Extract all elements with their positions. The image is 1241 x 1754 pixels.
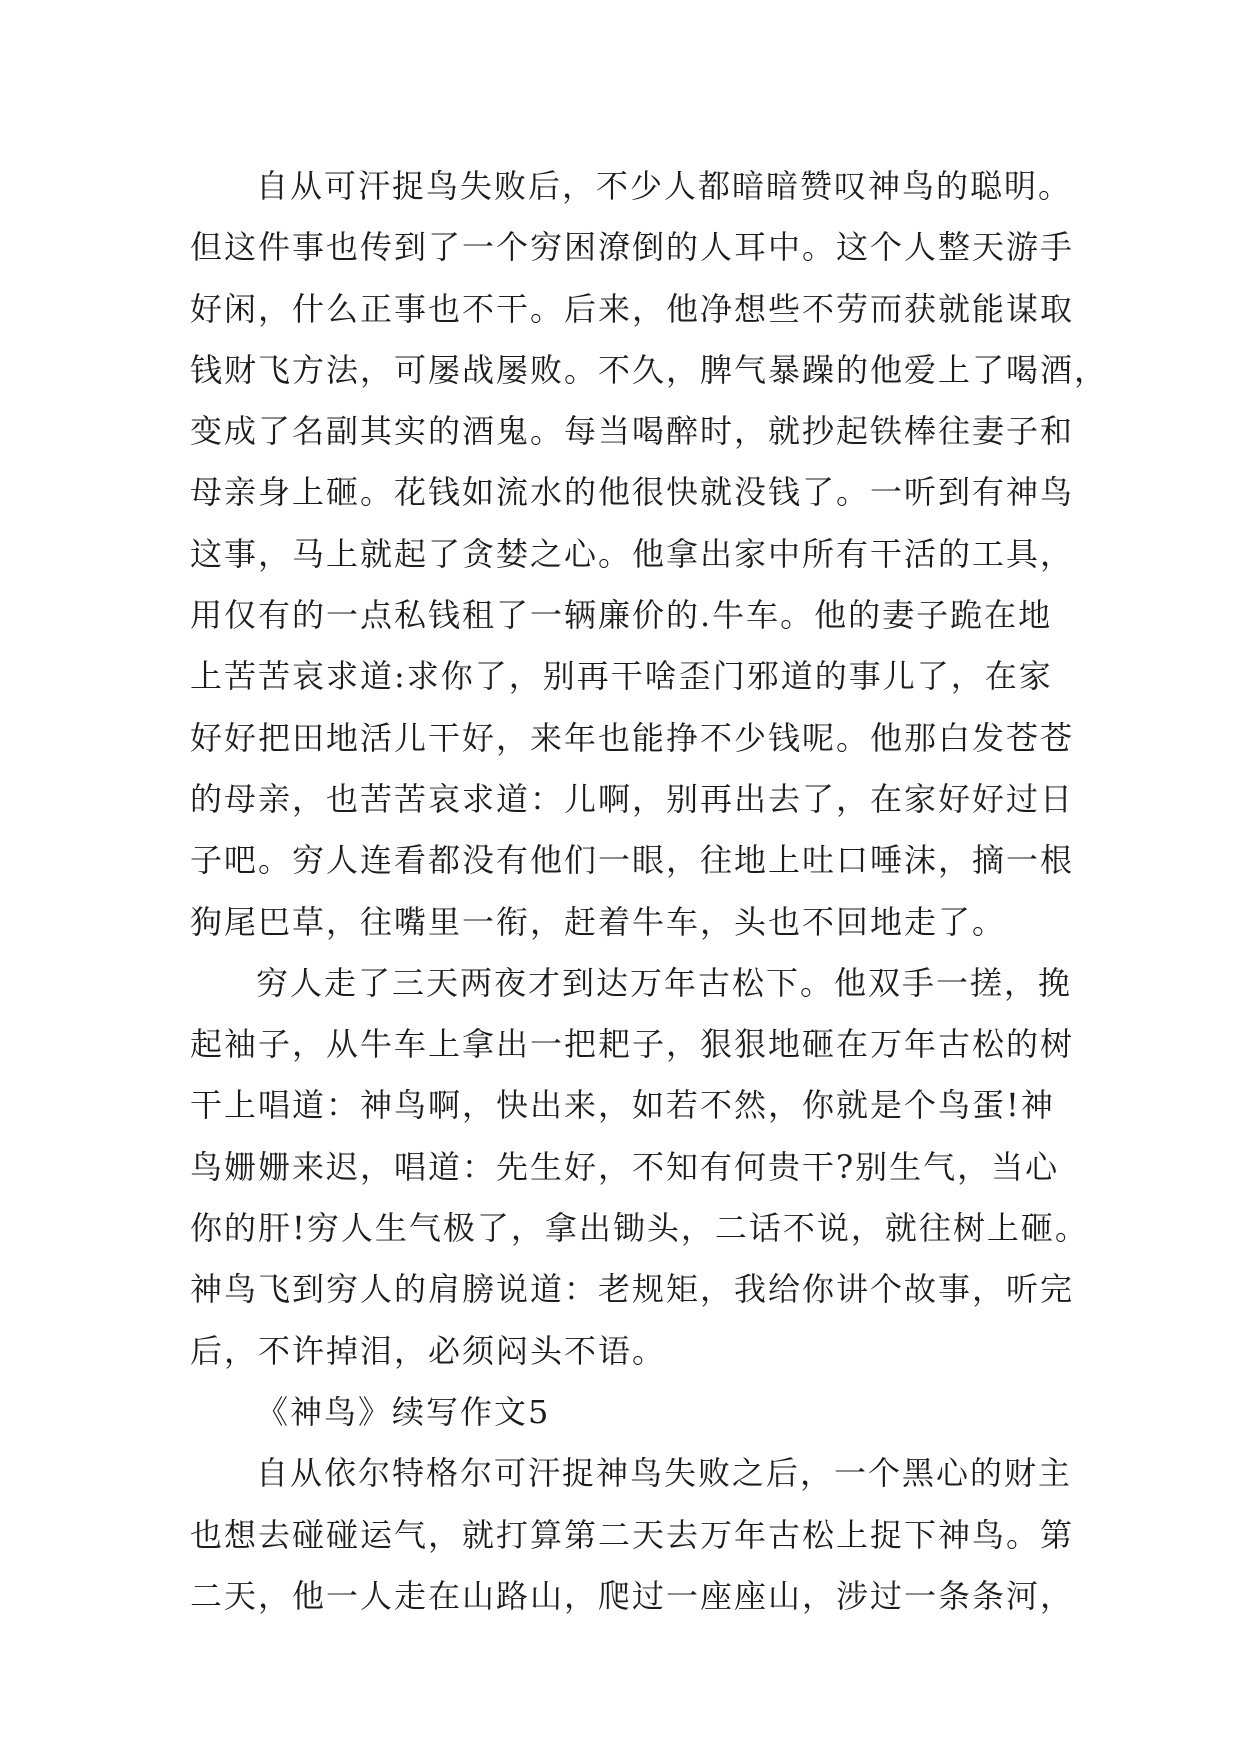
- paragraph-2-line-3: 干上唱道：神鸟啊，快出来，如若不然，你就是个鸟蛋!神: [190, 1086, 1055, 1125]
- paragraph-3-line-1: 自从依尔特格尔可汗捉神鸟失败之后，一个黑心的财主: [256, 1454, 1073, 1493]
- section-heading: 《神鸟》续写作文5: [256, 1392, 551, 1431]
- body-text: [190, 156, 1109, 1627]
- paragraph-1-line-12: 子吧。穷人连看都没有他们一眼，往地上吐口唾沫，摘一根: [190, 841, 1075, 880]
- paragraph-1-line-2: 但这件事也传到了一个穷困潦倒的人耳中。这个人整天游手: [190, 228, 1075, 267]
- paragraph-1-line-10: 好好把田地活儿干好，来年也能挣不少钱呢。他那白发苍苍: [190, 718, 1075, 757]
- paragraph-2-line-5: 你的肝!穷人生气极了，拿出锄头，二话不说，就往树上砸。: [190, 1209, 1089, 1248]
- paragraph-1-line-13: 狗尾巴草，往嘴里一衔，赶着牛车，头也不回地走了。: [190, 902, 1007, 941]
- paragraph-3-line-2: 也想去碰碰运气，就打算第二天去万年古松上捉下神鸟。第: [190, 1515, 1075, 1554]
- paragraph-2-line-2: 起袖子，从牛车上拿出一把耙子，狠狠地砸在万年古松的树: [190, 1025, 1075, 1064]
- paragraph-1-line-5: 变成了名副其实的酒鬼。每当喝醉时，就抄起铁棒往妻子和: [190, 412, 1075, 451]
- paragraph-1-line-11: 的母亲，也苦苦哀求道：儿啊，别再出去了，在家好好过日: [190, 779, 1075, 818]
- paragraph-3-line-3: 二天，他一人走在山路山，爬过一座座山，涉过一条条河，: [190, 1576, 1075, 1615]
- paragraph-2-line-1: 穷人走了三天两夜才到达万年古松下。他双手一搓，挽: [256, 963, 1073, 1002]
- paragraph-1-line-1: 自从可汗捉鸟失败后，不少人都暗暗赞叹神鸟的聪明。: [256, 167, 1073, 205]
- paragraph-1-line-8: 用仅有的一点私钱租了一辆廉价的.牛车。他的妻子跪在地: [190, 596, 1053, 635]
- paragraph-1-line-9: 上苦苦哀求道:求你了，别再干啥歪门邪道的事儿了，在家: [190, 657, 1053, 696]
- paragraph-2-line-7: 后，不许掉泪，必须闷头不语。: [190, 1331, 667, 1370]
- paragraph-2-line-6: 神鸟飞到穷人的肩膀说道：老规矩，我给你讲个故事，听完: [190, 1270, 1075, 1309]
- paragraph-1-line-7: 这事，马上就起了贪婪之心。他拿出家中所有干活的工具，: [190, 534, 1075, 573]
- paragraph-1-line-4: 钱财飞方法，可屡战屡败。不久，脾气暴躁的他爱上了喝酒，: [190, 350, 1109, 389]
- paragraph-1-line-6: 母亲身上砸。花钱如流水的他很快就没钱了。一听到有神鸟: [190, 473, 1075, 512]
- paragraph-2-line-4: 鸟姗姗来迟，唱道：先生好，不知有何贵干?别生气，当心: [190, 1147, 1060, 1186]
- paragraph-1-line-3: 好闲，什么正事也不干。后来，他净想些不劳而获就能谋取: [190, 289, 1075, 328]
